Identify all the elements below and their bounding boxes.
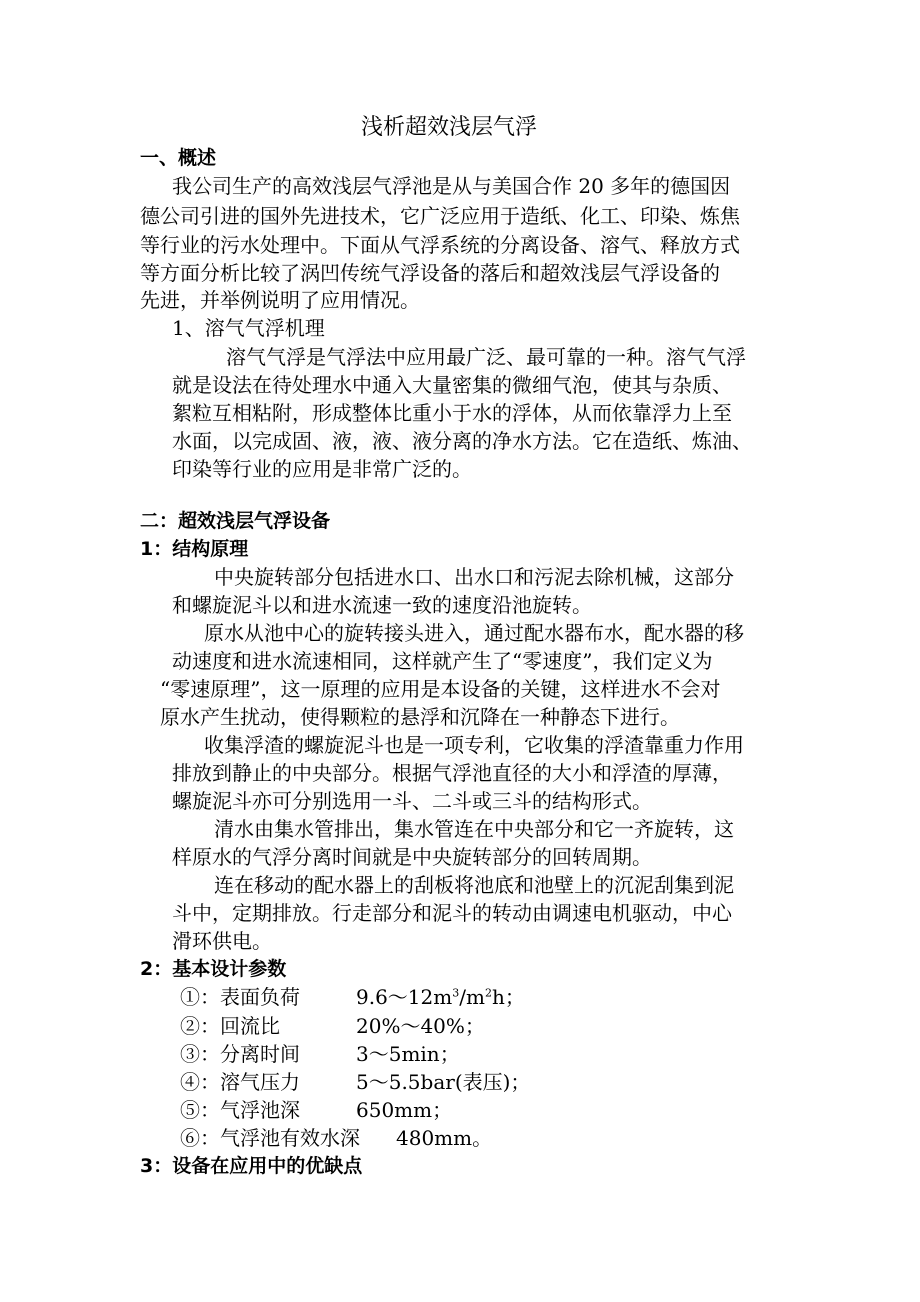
param-value: $9.6\sim 12m^3/m^2h$； [356, 985, 525, 1009]
paragraph-line: 溶气气浮是气浮法中应用最广泛、最可靠的一种。溶气气浮 [226, 345, 746, 369]
param-value: 20%～40%； [356, 1014, 485, 1038]
subsection-heading: 1、溶气气浮机理 [172, 316, 325, 340]
paragraph-line: 排放到静止的中央部分。根据气浮池直径的大小和浮渣的厚薄， [172, 761, 732, 785]
param-label: ①：表面负荷 [180, 985, 300, 1009]
param-value: 650mm； [356, 1098, 453, 1122]
param-label: ③：分离时间 [180, 1042, 300, 1066]
paragraph-line: 原水从池中心的旋转接头进入，通过配水器布水，配水器的移 [204, 621, 744, 645]
doc-title: 浅析超效浅层气浮 [361, 115, 538, 140]
paragraph-line: 絮粒互相粘附，形成整体比重小于水的浮体，从而依靠浮力上至 [172, 401, 732, 425]
subsection-heading: 2：基本设计参数 [140, 958, 287, 980]
paragraph-line: 等方面分析比较了涡凹传统气浮设备的落后和超效浅层气浮设备的 [140, 261, 720, 285]
paragraph-line: 清水由集水管排出，集水管连在中央部分和它一齐旋转，这 [214, 817, 734, 841]
paragraph-line: 先进，并举例说明了应用情况。 [140, 288, 420, 312]
section-1-heading: 一、概述 [140, 147, 217, 169]
subsection-heading: 1：结构原理 [140, 538, 249, 560]
subsection-heading: 3：设备在应用中的优缺点 [140, 1155, 363, 1177]
paragraph-line: 就是设法在待处理水中通入大量密集的微细气泡，使其与杂质、 [172, 373, 732, 397]
paragraph-line: “零速原理”，这一原理的应用是本设备的关键，这样进水不会对 [160, 677, 721, 701]
section-2-heading: 二：超效浅层气浮设备 [140, 510, 331, 532]
paragraph-line: 斗中，定期排放。行走部分和泥斗的转动由调速电机驱动，中心 [172, 901, 732, 925]
paragraph-line: 螺旋泥斗亦可分别选用一斗、二斗或三斗的结构形式。 [172, 789, 652, 813]
paragraph-line: 和螺旋泥斗以和进水流速一致的速度沿池旋转。 [172, 593, 592, 617]
paragraph-line: 滑环供电。 [172, 929, 272, 953]
paragraph-line: 水面，以完成固、液，液、液分离的净水方法。它在造纸、炼油、 [172, 429, 752, 453]
param-value: 5～5.5bar(表压)； [356, 1070, 531, 1094]
paragraph-line: 印染等行业的应用是非常广泛的。 [172, 457, 472, 481]
param-label: ⑥：气浮池有效水深 [180, 1126, 360, 1150]
paragraph-line: 中央旋转部分包括进水口、出水口和污泥去除机械，这部分 [214, 565, 734, 589]
paragraph-line: 原水产生扰动，使得颗粒的悬浮和沉降在一种静态下进行。 [160, 705, 680, 729]
paragraph-line: 动速度和进水流速相同，这样就产生了“零速度”，我们定义为 [172, 649, 713, 673]
param-value: 480mm。 [396, 1126, 493, 1150]
paragraph-line: 德公司引进的国外先进技术，它广泛应用于造纸、化工、印染、炼焦 [140, 204, 740, 228]
param-label: ②：回流比 [180, 1014, 280, 1038]
param-value: 3～5min； [356, 1042, 460, 1066]
paragraph-line: 样原水的气浮分离时间就是中央旋转部分的回转周期。 [172, 845, 652, 869]
paragraph-line: 连在移动的配水器上的刮板将池底和池壁上的沉泥刮集到泥 [214, 873, 734, 897]
paragraph-line: 收集浮渣的螺旋泥斗也是一项专利，它收集的浮渣靠重力作用 [204, 733, 744, 757]
param-label: ⑤：气浮池深 [180, 1098, 300, 1122]
paragraph-line: 等行业的污水处理中。下面从气浮系统的分离设备、溶气、释放方式 [140, 233, 740, 257]
paragraph-line: 我公司生产的高效浅层气浮池是从与美国合作 20 多年的德国因 [172, 174, 731, 198]
param-label: ④：溶气压力 [180, 1070, 300, 1094]
